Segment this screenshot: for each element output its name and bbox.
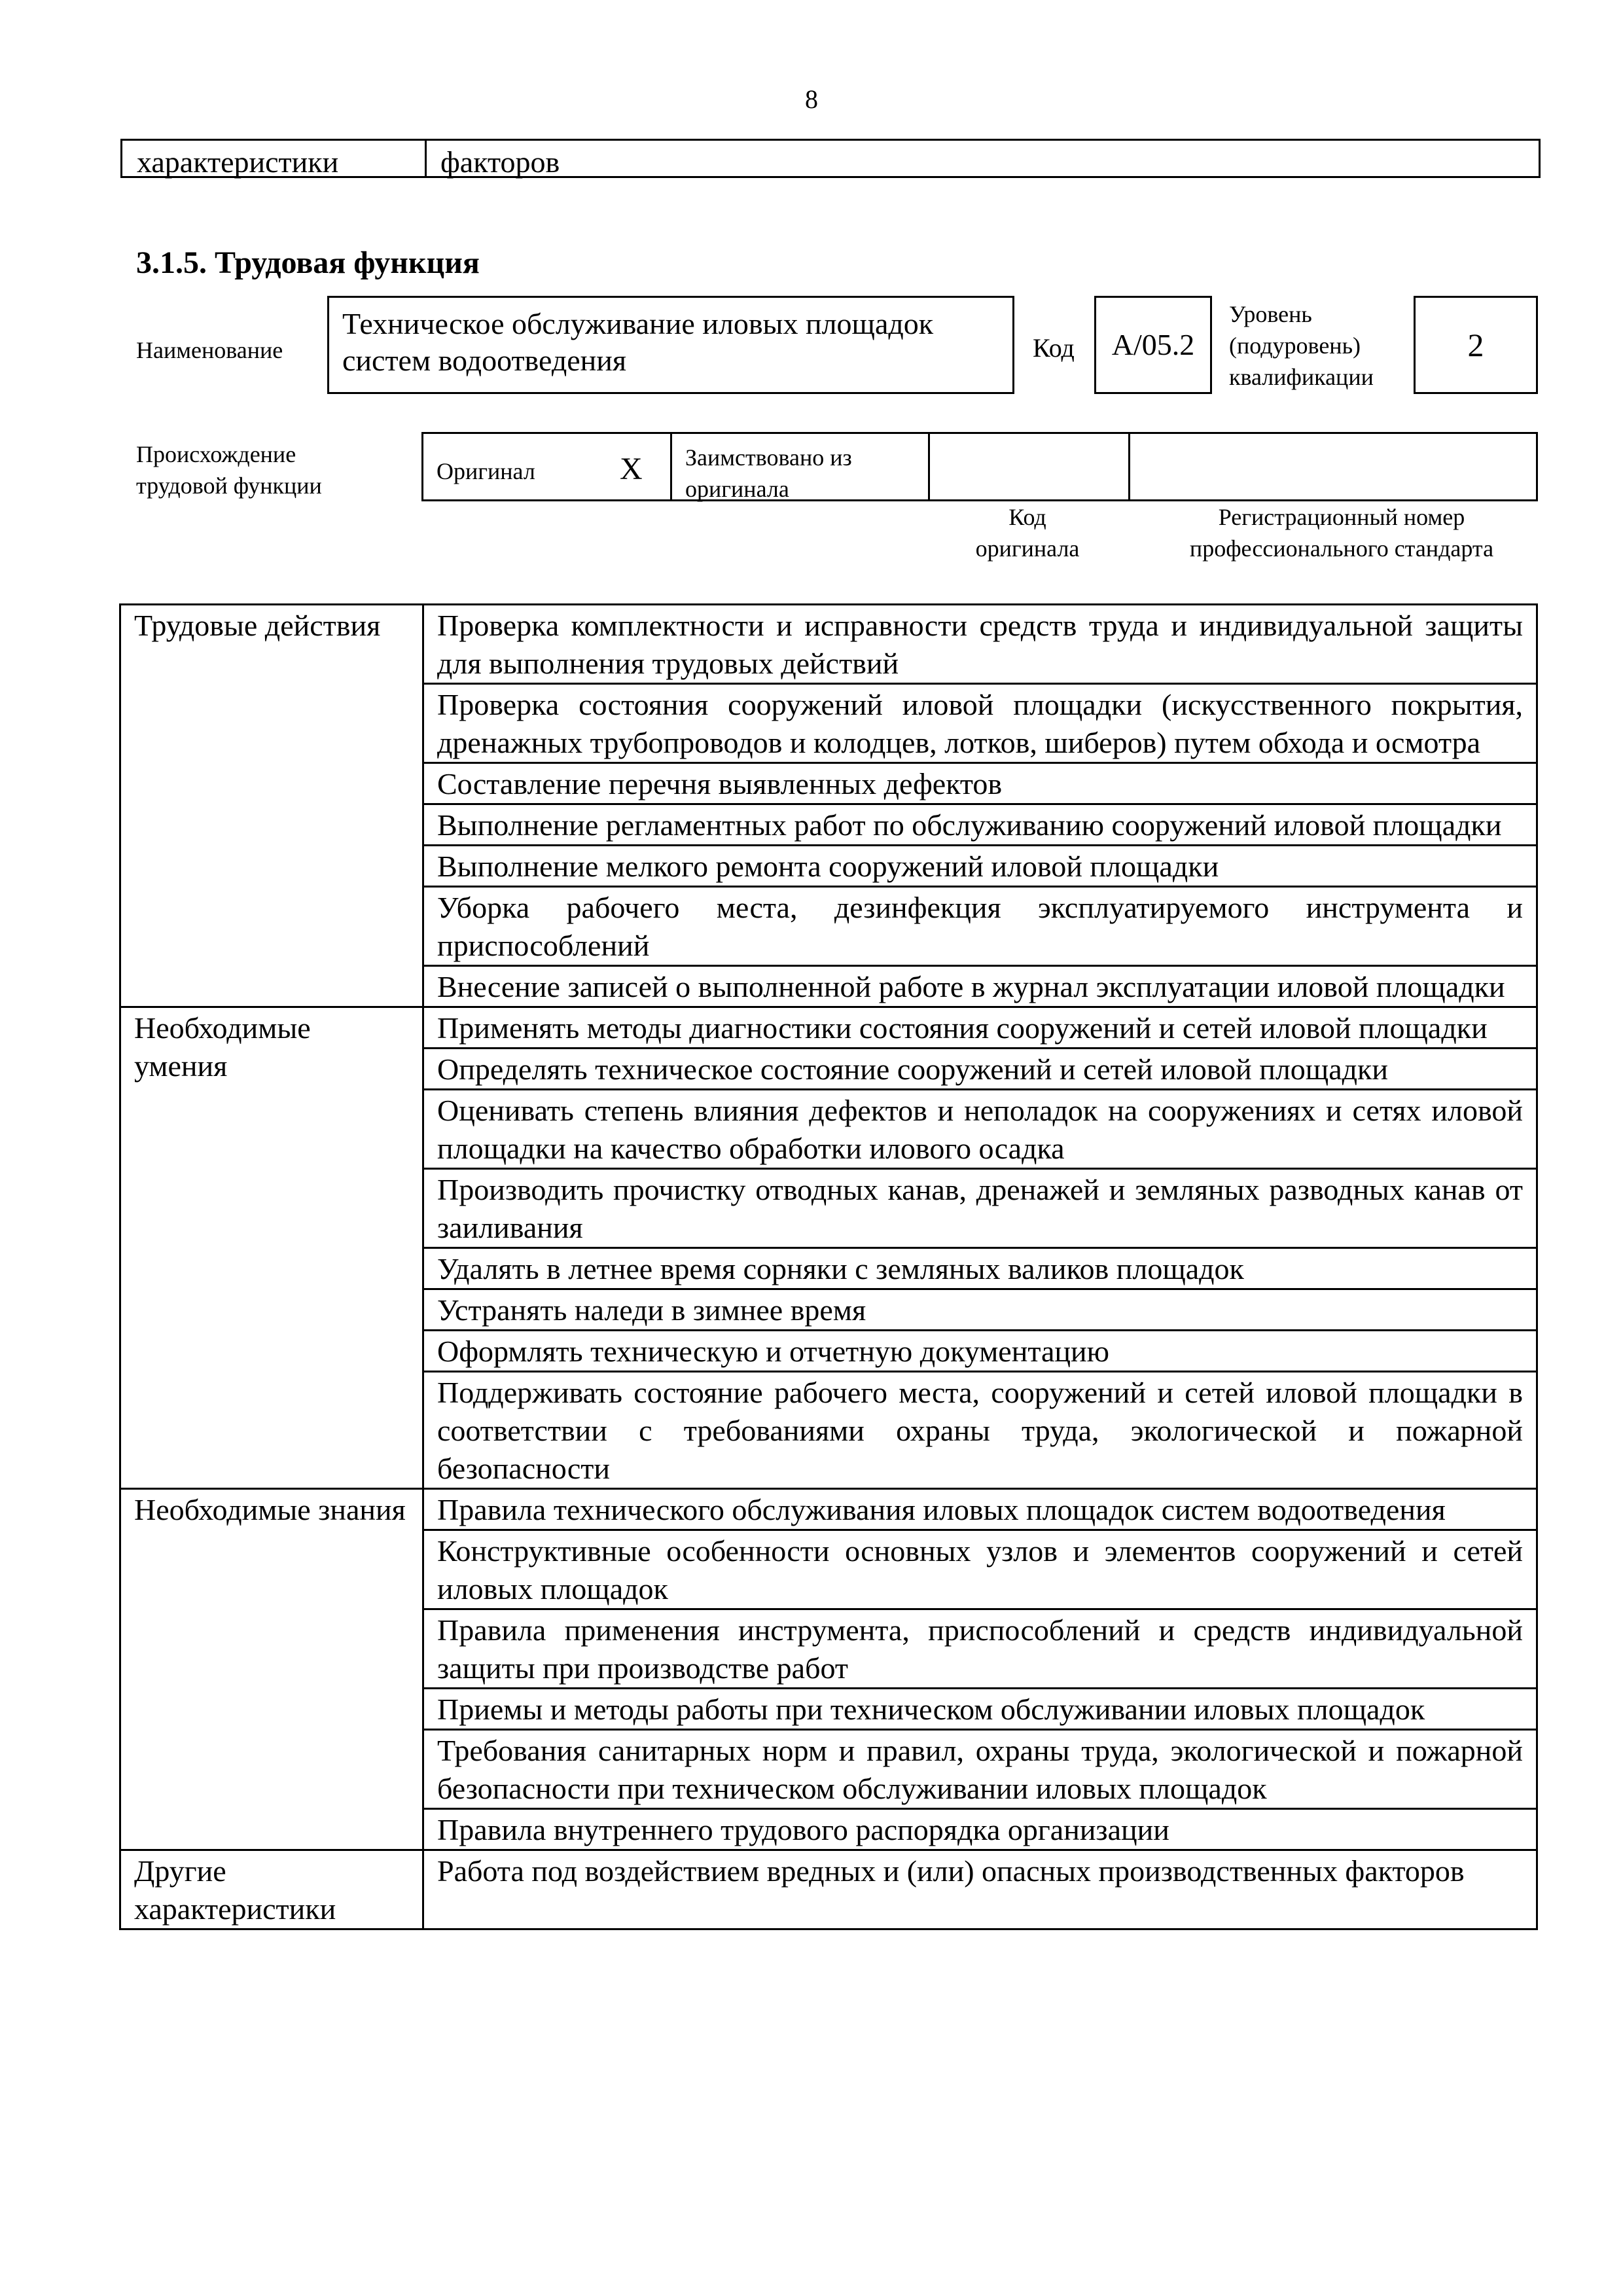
table-row <box>120 1489 1537 1530</box>
origin-table <box>421 432 1538 501</box>
name-value-line1: Техническое обслуживание иловых площадок <box>342 307 934 340</box>
table-cell: Оформлять техническую и отчетную документацию <box>423 1331 1537 1372</box>
section-header-other: Другие характеристики <box>120 1850 423 1929</box>
table-cell: Правила внутреннего трудового распорядка организации <box>423 1809 1537 1850</box>
level-label-line1: Уровень <box>1229 301 1312 327</box>
origin-borrowed-line1: Заимствовано из <box>685 444 852 471</box>
name-value-box <box>327 296 1014 394</box>
continuation-right-text: факторов <box>440 145 560 179</box>
caption-reg-line1: Регистрационный номер <box>1218 504 1465 530</box>
table-cell: Работа под воздействием вредных и (или) опасных производственных факторов <box>423 1850 1537 1929</box>
table-cell: Проверка комплектности и исправности средств труда и индивидуальной защиты для выполнения трудовых действий <box>423 605 1537 684</box>
table-cell: Поддерживать состояние рабочего места, сооружений и сетей иловой площадки в соответствии с требованиями охраны труда, экологической и пожарной безопасности <box>423 1372 1537 1489</box>
table-cell: Определять техническое состояние сооружений и сетей иловой площадки <box>423 1049 1537 1090</box>
table-cell: Удалять в летнее время сорняки с земляных валиков площадок <box>423 1248 1537 1289</box>
caption-registration <box>1152 501 1531 564</box>
table-row <box>120 1007 1537 1049</box>
name-value-line2: систем водоотведения <box>342 344 627 377</box>
caption-code <box>955 501 1099 564</box>
caption-reg-line2: профессионального стандарта <box>1189 535 1494 562</box>
table-cell: Составление перечня выявленных дефектов <box>423 763 1537 804</box>
table-cell: Проверка состояния сооружений иловой площадки (искусственного покрытия, дренажных трубопроводов и колодцев, лотков, шиберов) путем обхода и осмотра <box>423 684 1537 763</box>
section-title: 3.1.5. Трудовая функция <box>136 245 480 280</box>
origin-label-line2: трудовой функции <box>136 473 322 499</box>
section-header-skills: Необходимые умения <box>120 1007 423 1489</box>
level-value: 2 <box>1414 296 1538 394</box>
code-label: Код <box>1033 333 1075 363</box>
caption-code-line1: Код <box>1008 504 1046 530</box>
table-cell: Правила технического обслуживания иловых площадок систем водоотведения <box>423 1489 1537 1530</box>
origin-borrowed-label <box>685 442 852 505</box>
table-cell: Устранять наледи в зимнее время <box>423 1289 1537 1331</box>
page-number: 8 <box>805 84 818 114</box>
name-label: Наименование <box>136 337 283 363</box>
origin-label-line1: Происхождение <box>136 441 296 467</box>
table-cell: Применять методы диагностики состояния сооружений и сетей иловой площадки <box>423 1007 1537 1049</box>
level-label-line3: квалификации <box>1229 364 1374 390</box>
table-cell: Выполнение регламентных работ по обслуживанию сооружений иловой площадки <box>423 804 1537 846</box>
section-header-actions: Трудовые действия <box>120 605 423 1007</box>
level-label <box>1229 298 1374 393</box>
section-header-knowledge: Необходимые знания <box>120 1489 423 1850</box>
continuation-row <box>120 139 1541 178</box>
level-label-line2: (подуровень) <box>1229 332 1361 359</box>
table-cell: Внесение записей о выполненной работе в журнал эксплуатации иловой площадки <box>423 966 1537 1007</box>
table-row <box>120 1850 1537 1929</box>
code-value: A/05.2 <box>1094 296 1212 394</box>
table-cell: Приемы и методы работы при техническом обслуживании иловых площадок <box>423 1689 1537 1730</box>
origin-label <box>136 439 322 501</box>
table-cell: Конструктивные особенности основных узлов и элементов сооружений и сетей иловых площадок <box>423 1530 1537 1609</box>
table-cell: Требования санитарных норм и правил, охраны труда, экологической и пожарной безопасности при техническом обслуживании иловых площадок <box>423 1730 1537 1809</box>
origin-original-label: Оригинал <box>437 458 535 484</box>
table-cell: Уборка рабочего места, дезинфекция эксплуатируемого инструмента и приспособлений <box>423 887 1537 966</box>
table-cell: Оценивать степень влияния дефектов и неполадок на сооружениях и сетях иловой площадки на качество обработки илового осадка <box>423 1090 1537 1169</box>
origin-borrowed-line2: оригинала <box>685 476 789 502</box>
origin-cell-code <box>930 434 1130 499</box>
table-cell: Производить прочистку отводных канав, дренажей и земляных разводных канав от заиливания <box>423 1169 1537 1248</box>
continuation-left-text: характеристики <box>137 145 339 179</box>
caption-code-line2: оригинала <box>975 535 1080 562</box>
origin-original-mark: X <box>620 452 643 486</box>
table-row <box>120 605 1537 684</box>
table-cell: Правила применения инструмента, приспособлений и средств индивидуальной защиты при производстве работ <box>423 1609 1537 1689</box>
table-cell: Выполнение мелкого ремонта сооружений иловой площадки <box>423 846 1537 887</box>
function-table <box>119 603 1538 1930</box>
